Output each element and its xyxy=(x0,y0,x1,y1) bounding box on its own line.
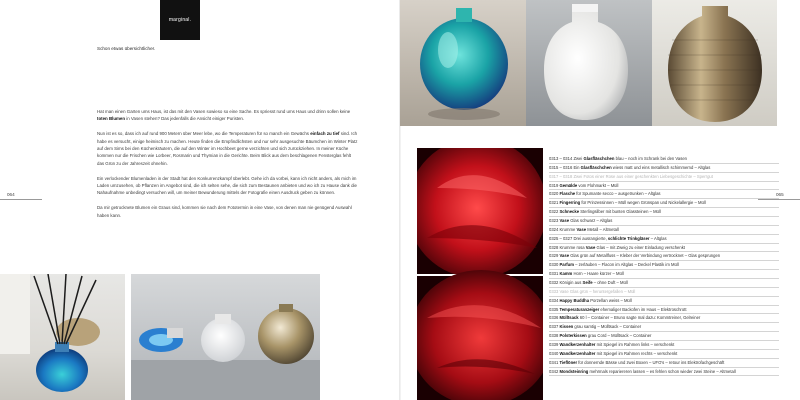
text-run: 0332 Königin aus xyxy=(549,280,583,286)
text-run: 0329 xyxy=(549,253,560,259)
page-subtitle: Schon etwas übersichtlicher. xyxy=(97,46,156,51)
inventory-item xyxy=(549,199,779,208)
inventory-item xyxy=(549,173,779,182)
page-number-left: 064 xyxy=(7,192,15,197)
inventory-item xyxy=(549,323,779,332)
body-paragraph xyxy=(97,204,359,219)
text-run: für Spumante secco – ausgetrunken – Altglas xyxy=(575,191,661,197)
text-run: blau – noch im Schrank bei den Vasen xyxy=(614,156,687,161)
bold-phrase: Fingerring xyxy=(559,200,581,206)
inventory-item xyxy=(549,314,779,323)
text-run: Hat man einen Garten ums Haus, ist das mit den Vasen sowieso so eine Sache. Es spriesst rund ums Haus und drinn sollen keine xyxy=(97,109,351,114)
text-run: 0333 xyxy=(549,288,560,294)
bold-phrase: Glasfläschchen xyxy=(580,164,612,170)
text-run: 60 l – Container – Bruno sagte mal dazu: Kommtreiner, Gelreiner xyxy=(578,315,701,321)
text-run: 0331 xyxy=(549,271,560,277)
inventory-item xyxy=(549,217,779,226)
text-run: in Vasen stehen? Das jedenfalls die Ansicht einiger Puristen. xyxy=(125,116,245,122)
bold-phrase: Vase xyxy=(559,288,569,294)
text-run: grau Cord – Mülltsack – Container xyxy=(586,333,652,339)
inventory-item xyxy=(549,182,779,191)
inventory-item xyxy=(549,288,779,297)
text-run: für Prinzessinnen – Müll wegen Grünspan und Nickelallergie – Müll xyxy=(580,200,706,206)
bold-phrase: Vase xyxy=(585,244,596,250)
inventory-item xyxy=(549,306,779,315)
bold-phrase: Seife xyxy=(582,280,593,286)
text-run: – ohne Duft – Müll xyxy=(592,280,628,286)
inventory-item xyxy=(549,270,779,279)
bold-phrase: Flasche xyxy=(559,191,576,197)
inventory-item xyxy=(549,244,779,253)
inventory-item xyxy=(549,190,779,199)
inventory-item xyxy=(549,368,779,377)
text-run: mehrmals repariereren lassen – es fehlen schon wieder zwei Steine – Altmetall xyxy=(588,368,736,374)
text-run: 0322 xyxy=(549,209,560,215)
inventory-item xyxy=(549,261,779,270)
bold-phrase: Mülltsack xyxy=(559,315,579,321)
bold-phrase: einfach zu tief xyxy=(310,131,340,137)
text-run: 0338 xyxy=(549,333,560,339)
inventory-item xyxy=(549,350,779,359)
bold-phrase: Schnecke xyxy=(559,209,580,215)
bold-phrase: Kamm xyxy=(559,271,573,277)
bold-phrase: Glasfläschchen xyxy=(583,156,615,161)
text-run: Glas – mit Zweig zu einer Einladung verschenkt xyxy=(595,244,685,250)
text-run: wiess matt und eins metallisch schimmernd – Altglas xyxy=(611,164,711,170)
photo-teal-vase xyxy=(400,0,526,126)
bold-phrase: Vase xyxy=(576,226,587,232)
text-run: 0313 – 0314 Zwei xyxy=(549,156,584,161)
bold-phrase: Kissen xyxy=(559,324,574,330)
photo-three-bottles xyxy=(131,274,320,400)
body-text xyxy=(97,108,359,226)
bold-phrase: Gemälde xyxy=(559,182,578,188)
bold-phrase: Wandkerzenhalter xyxy=(559,350,596,356)
text-run: 0315 – 0316 Ein xyxy=(549,164,581,170)
text-run: mit Spiegel im Rahmen links – verschenkt xyxy=(595,342,675,348)
text-run: 0324 Krumme xyxy=(549,226,577,232)
text-run: 0335 xyxy=(549,306,560,312)
text-run: sind. Ich habe es versucht, einige heimisch zu machen. Heute finden die Empfindlichsten und nur sehr ausgesuchte Bäumchen im Winter Platz auf dem Sims bei den Küchenkräutern, die auf den Winter im Hochbeet gerne verzichten und sich zurückziehen. In meiner Küche kommen nur die Frischen wie Lorbeer, Rosmarin und Thymian in die Gerichte. Beim Blick aus dem beschlagenen Fensterglas fehlt das Grün zu der Jahreszeit ohnehin. xyxy=(97,131,358,166)
inventory-item xyxy=(549,208,779,217)
text-run: Metall – Altmetall xyxy=(586,226,619,232)
photo-white-bottle xyxy=(526,0,652,126)
text-run: mit Spiegel im Rahmen rechts – verschenkt xyxy=(595,350,678,356)
bold-phrase: schlichte Trinkgläser xyxy=(607,235,650,241)
text-run: Glas schwarz – Altglas xyxy=(569,218,613,224)
text-run: 0336 xyxy=(549,315,560,321)
bold-phrase: Happy Buddha xyxy=(559,297,590,303)
text-run: Porzellan weiss – Müll xyxy=(589,297,632,303)
inventory-item xyxy=(549,226,779,235)
inventory-item xyxy=(549,279,779,288)
text-run: Glas grün – heruntergefallen – Müll xyxy=(568,288,636,294)
text-run: 0328 Krumme rosa xyxy=(549,244,586,250)
bold-phrase: Tieflöner xyxy=(559,359,578,365)
text-run: – zerläuben – Flacon im Altglas – Deckel Plastik im Müll xyxy=(573,262,679,268)
page-number-rule-left xyxy=(0,199,42,200)
photo-bronze-vase xyxy=(652,0,777,126)
text-run: Horn – Haare kürzer – Müll xyxy=(572,271,624,277)
text-run: 0323 xyxy=(549,218,560,224)
text-run: 0342 xyxy=(549,368,560,374)
body-paragraph xyxy=(97,108,359,123)
inventory-list xyxy=(549,155,779,376)
photo-red-rose xyxy=(417,148,543,400)
bold-phrase: toten Blumen xyxy=(97,116,126,122)
text-run: Da mir getrocknete Blumen ein Graus sind, kommen sie nach dem Fototermin in eine Vase, von denen man nie genügend Auswahl haben kann. xyxy=(97,205,352,218)
text-run: 0334 xyxy=(549,297,560,303)
marginal-logo xyxy=(160,0,200,40)
inventory-item xyxy=(549,235,779,244)
bold-phrase: Polsterkissen xyxy=(559,333,587,339)
inventory-item xyxy=(549,332,779,341)
inventory-item xyxy=(549,341,779,350)
text-run: 0330 xyxy=(549,262,560,268)
photo-reed-diffuser xyxy=(0,274,125,400)
text-run: Nun ist es so, dass ich auf rund 900 Metern über Meer lebe, wo die Temperaturen für so manch ein Gewächs xyxy=(97,131,311,137)
bold-phrase: Vase xyxy=(559,218,570,224)
inventory-item xyxy=(549,297,779,306)
bold-phrase: Parfum xyxy=(559,262,574,268)
text-run: vom Flohmarkt – Müll xyxy=(577,182,619,188)
body-paragraph xyxy=(97,130,359,167)
body-paragraph xyxy=(97,175,359,197)
text-run: 0337 xyxy=(549,324,560,330)
text-run: – Altglas xyxy=(649,235,667,241)
page-number-rule-right xyxy=(758,199,800,200)
inventory-item xyxy=(549,164,779,173)
text-run: 0340 xyxy=(549,350,560,356)
text-run: grau samtig – Mülltsack – Container xyxy=(573,324,642,330)
text-run: 0321 xyxy=(549,200,560,206)
text-run: Sterlingsilber mit bunten Glassteinen – Müll xyxy=(579,209,661,215)
text-run: 0320 xyxy=(549,191,560,197)
inventory-item xyxy=(549,155,779,164)
text-run: ehemaliger Backofen im Haus – Elektroschrott xyxy=(599,306,687,312)
inventory-item xyxy=(549,359,779,368)
text-run: 0341 xyxy=(549,359,560,365)
bold-phrase: Rose xyxy=(605,173,616,179)
text-run: 0339 xyxy=(549,342,560,348)
bold-phrase: Vase xyxy=(559,253,570,259)
page-number-right: 065 xyxy=(776,192,784,197)
bold-phrase: Wandkerzenhalter xyxy=(559,342,596,348)
text-run: 0317 – 0318 Zwei Fotos einer xyxy=(549,173,606,179)
text-run: für donnernde Bässe und zwei Boxen – UFO's – retour ins Elektrofachgeschäft xyxy=(577,359,725,365)
text-run: aus einer geschenkten Liebesgeschichte – Sperrgut xyxy=(615,173,713,179)
logo-text: marginal. xyxy=(168,17,192,23)
text-run: Ein verlockender Blumenladen in der Stadt hat den Konkurrenzkampf überlebt. Gehe ich da vorbei, kann ich nicht anders, als mich im Laden umzusehen, ob Pflanzen im Angebot sind, die ich selten sehe, die sich zum Bestaunen anbieten und wo ich zu Hause dank die Nahaufnahme unbedingt versuchen will, um meiner Bewunderung mittels der Fotografie einen Ausdruck geben zu können. xyxy=(97,175,357,196)
text-run: 0325 – 0327 Drei ausrangierte, xyxy=(549,235,608,241)
bold-phrase: Mondsteinring xyxy=(559,368,589,374)
inventory-item xyxy=(549,252,779,261)
bold-phrase: Temperaturanzeiger xyxy=(559,306,600,312)
text-run: Glas grün auf Metallfuss – Kleber der Verbindung vertrocknet – Glas gesprungen xyxy=(569,253,721,259)
text-run: 0319 xyxy=(549,182,560,188)
